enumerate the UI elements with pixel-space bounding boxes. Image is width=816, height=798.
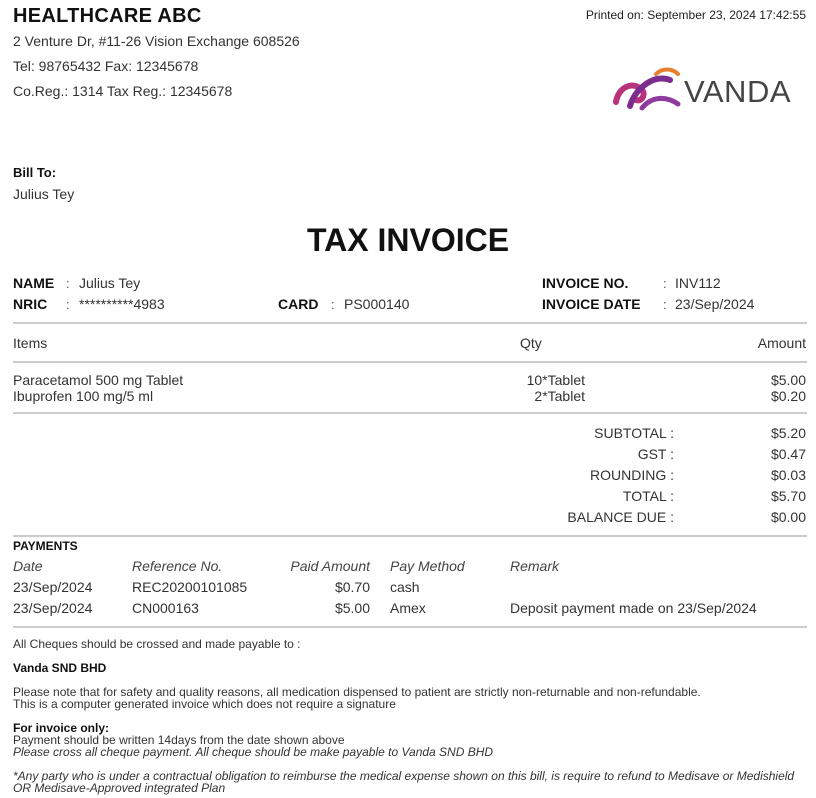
payment-date: 23/Sep/2024 — [13, 579, 93, 595]
divider — [13, 626, 807, 628]
nric-label: NRIC — [13, 296, 48, 312]
logo-text: VANDA — [684, 74, 792, 109]
payee-name: Vanda SND BHD — [13, 661, 107, 675]
item-qty: 2*Tablet — [534, 388, 585, 404]
divider — [13, 412, 807, 414]
payment-amount: $5.00 — [334, 600, 370, 616]
balance-due-label: BALANCE DUE : — [567, 509, 674, 525]
total-label: TOTAL : — [622, 488, 674, 504]
company-contact: Tel: 98765432 Fax: 12345678 — [13, 58, 199, 74]
invoice-only-label: For invoice only: — [13, 721, 110, 735]
subtotal-label: SUBTOTAL : — [594, 425, 674, 441]
items-header: Items — [13, 335, 48, 351]
item-qty: 10*Tablet — [526, 372, 585, 388]
computer-generated-note: This is a computer generated invoice which does not require a signature — [13, 697, 396, 711]
amount-header: Amount — [757, 335, 806, 351]
colon: : — [66, 297, 70, 312]
colon: : — [331, 297, 335, 312]
balance-due-value: $0.00 — [770, 509, 806, 525]
invoice-date-label: INVOICE DATE — [542, 296, 641, 312]
gst-label: GST : — [637, 446, 674, 462]
colon: : — [663, 297, 667, 312]
vanda-logo — [612, 66, 802, 116]
payments-method-header: Pay Method — [390, 558, 465, 574]
payment-ref: CN000163 — [132, 600, 199, 616]
company-name: HEALTHCARE ABC — [13, 5, 202, 27]
payments-remark-header: Remark — [510, 558, 560, 574]
company-registration: Co.Reg.: 1314 Tax Reg.: 12345678 — [13, 83, 233, 99]
patient-nric: **********4983 — [79, 296, 165, 312]
rounding-value: $0.03 — [770, 467, 806, 483]
subtotal-value: $5.20 — [770, 425, 806, 441]
invoice-no: INV112 — [675, 275, 721, 291]
card-number: PS000140 — [344, 296, 410, 312]
qty-header: Qty — [520, 335, 542, 351]
cheque-note: All Cheques should be crossed and made payable to : — [13, 637, 301, 651]
item-name: Ibuprofen 100 mg/5 ml — [13, 388, 154, 404]
payment-ref: REC20200101085 — [132, 579, 248, 595]
payment-method: cash — [390, 579, 420, 595]
patient-name: Julius Tey — [79, 275, 141, 291]
payments-ref-header: Reference No. — [132, 558, 223, 574]
safety-note: Please note that for safety and quality reasons, all medication dispensed to patient are strictly non-returnable and non-refundable. — [13, 685, 701, 699]
invoice-no-label: INVOICE NO. — [542, 275, 629, 291]
payments-date-header: Date — [13, 558, 43, 574]
vanda-logo-mark-icon — [612, 66, 684, 114]
payment-amount: $0.70 — [334, 579, 370, 595]
gst-value: $0.47 — [770, 446, 806, 462]
name-label: NAME — [13, 275, 55, 291]
payments-title: PAYMENTS — [13, 539, 78, 553]
item-amount: $0.20 — [770, 388, 806, 404]
printed-timestamp: Printed on: September 23, 2024 17:42:55 — [585, 8, 806, 22]
payment-remark: Deposit payment made on 23/Sep/2024 — [510, 600, 757, 616]
divider — [13, 361, 807, 363]
rounding-label: ROUNDING : — [590, 467, 674, 483]
payment-terms: Payment should be written 14days from the date shown above — [13, 733, 345, 747]
payments-paid-header: Paid Amount — [290, 558, 370, 574]
card-label: CARD — [278, 296, 319, 312]
bill-to-name: Julius Tey — [13, 186, 75, 202]
company-address: 2 Venture Dr, #11-26 Vision Exchange 608526 — [13, 33, 300, 49]
divider — [13, 322, 807, 324]
invoice-title: TAX INVOICE — [306, 222, 510, 258]
divider — [13, 535, 807, 537]
payment-method: Amex — [390, 600, 426, 616]
medisave-note-line1: *Any party who is under a contractual obligation to reimburse the medical expense shown on this bill, is require to refund to Medisave or Medishield — [13, 769, 795, 783]
cross-cheque-note: Please cross all cheque payment. All cheque should be make payable to Vanda SND BHD — [13, 745, 494, 759]
invoice-date: 23/Sep/2024 — [675, 296, 755, 312]
item-amount: $5.00 — [770, 372, 806, 388]
medisave-note-line2: OR Medisave-Approved integrated Plan — [13, 781, 226, 795]
colon: : — [66, 276, 70, 291]
item-name: Paracetamol 500 mg Tablet — [13, 372, 184, 388]
total-value: $5.70 — [770, 488, 806, 504]
colon: : — [663, 276, 667, 291]
bill-to-label: Bill To: — [13, 165, 57, 180]
payment-date: 23/Sep/2024 — [13, 600, 93, 616]
